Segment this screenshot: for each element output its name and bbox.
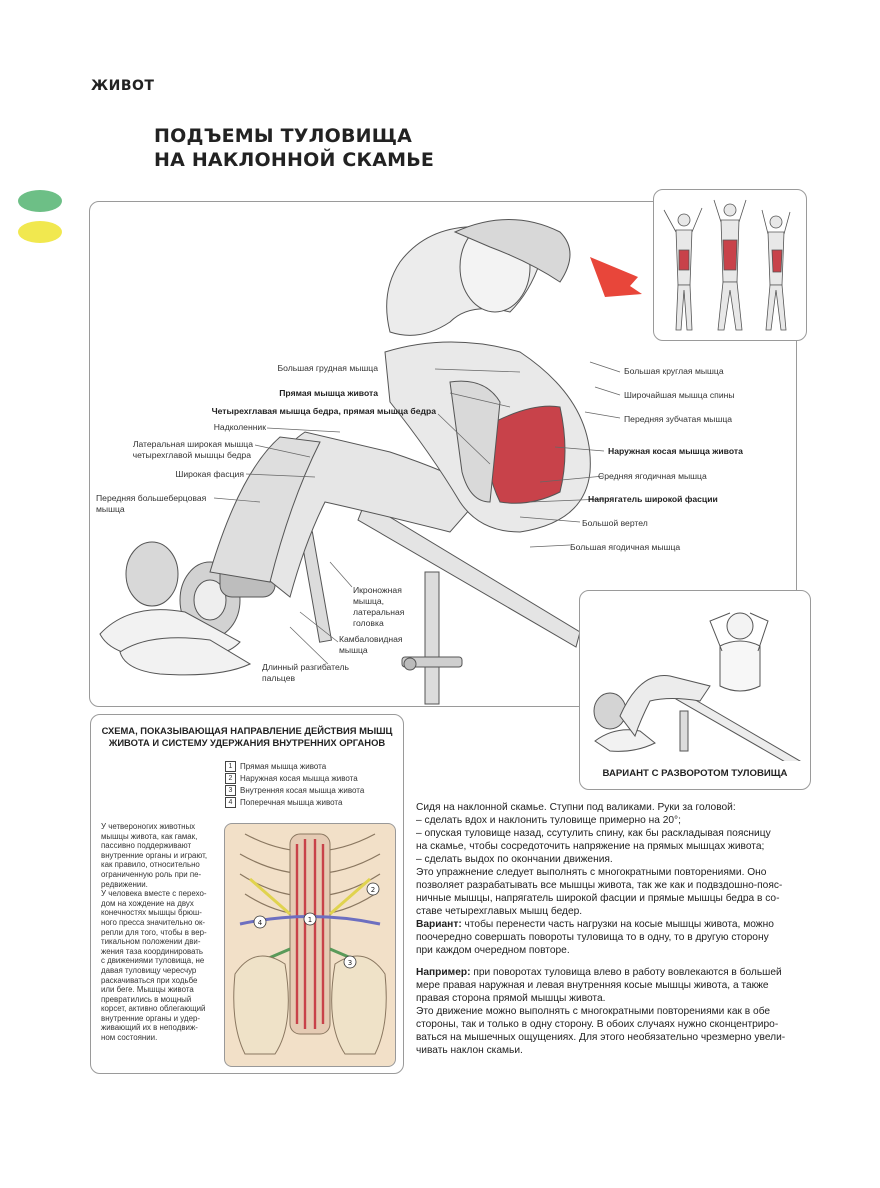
schema-title-line-1: СХЕМА, ПОКАЗЫВАЮЩАЯ НАПРАВЛЕНИЕ ДЕЙСТВИЯ МЫШЦ	[101, 725, 393, 736]
instruction-line: Это упражнение следует выполнять с многократными повторениями. Оно	[416, 867, 767, 878]
label-gastrocnemius-4: головка	[353, 618, 384, 628]
side-text-line: ном состоянии.	[101, 1033, 158, 1043]
variant-label: Вариант:	[416, 919, 462, 930]
legend-text: Наружная косая мышца живота	[240, 773, 358, 783]
instruction-line: позволяет разрабатывать все мышцы живота, так же как и подвздошно-пояс-	[416, 880, 783, 891]
variant-panel	[579, 590, 811, 790]
yellow-dot-icon	[18, 221, 62, 243]
muscle-figures-illustration	[654, 190, 806, 340]
side-text-line: раскачиваться при ходьбе	[101, 975, 198, 985]
side-text-line: ограниченную роль при пе-	[101, 869, 202, 879]
schema-marker-2: 2	[370, 886, 376, 894]
legend-number: 3	[225, 785, 236, 796]
side-text-line: корсет, активно облегающий	[101, 1004, 206, 1014]
label-soleus: Камбаловидная	[339, 634, 403, 644]
side-text-line: ного пресса значительно ок-	[101, 917, 206, 927]
example-line: мере правая наружная и левая внутренняя косые мышцы живота, а также	[416, 980, 769, 991]
incline-bench	[301, 502, 580, 704]
page-title-line-1: ПОДЪЕМЫ ТУЛОВИЩА	[154, 125, 413, 147]
variant-illustration	[580, 591, 810, 761]
green-dot-icon	[18, 190, 62, 212]
side-text-line: дом на хождение на двух	[101, 898, 194, 908]
section-heading: ЖИВОТ	[91, 78, 155, 94]
side-text-line: живающий их в неподвиж-	[101, 1023, 198, 1033]
legend-item	[225, 760, 364, 772]
abdominal-schema-diagram	[224, 823, 396, 1067]
variant-line: чтобы перенести часть нагрузки на косые мышцы живота, можно	[461, 919, 774, 930]
legend-number: 1	[225, 761, 236, 772]
legend-text: Внутренняя косая мышца живота	[240, 785, 365, 795]
side-text-line: превратились в мощный	[101, 994, 192, 1004]
legend-item	[225, 784, 364, 796]
instruction-line: на скамье, чтобы сосредоточить напряжение на прямых мышцах живота;	[416, 841, 765, 852]
variant-paragraph	[416, 918, 816, 931]
schema-side-text	[101, 822, 219, 1043]
label-latissimus-dorsi: Широчайшая мышца спины	[624, 390, 735, 400]
variant-line: поочередно совершать повороты туловища то в одну, то в другую сторону	[416, 932, 769, 943]
schema-title	[91, 725, 403, 749]
label-teres-major: Большая круглая мышца	[624, 366, 724, 376]
label-vastus-lateralis: Латеральная широкая мышца	[132, 439, 253, 449]
head-arms	[387, 220, 570, 336]
label-tensor-fasciae-latae: Напрягатель широкой фасции	[588, 494, 718, 504]
instructions-text	[416, 801, 816, 1057]
side-text-line: с движениями туловища, не	[101, 956, 205, 966]
page-title	[154, 124, 454, 172]
side-text-line: или беге. Мышцы живота	[101, 985, 194, 995]
side-text-line: мышцы живота, как гамак,	[101, 831, 198, 841]
side-text-line: У человека вместе с перехо-	[101, 889, 207, 899]
direction-arrow-icon	[590, 257, 642, 297]
side-text-line: внутренние органы и удер-	[101, 1013, 200, 1023]
label-gluteus-medius: Средняя ягодичная мышца	[598, 471, 707, 481]
label-gastrocnemius-2: мышца,	[353, 596, 385, 606]
side-text-line: пассивно поддерживают	[101, 841, 192, 851]
variant-caption: ВАРИАНТ С РАЗВОРОТОМ ТУЛОВИЩА	[602, 768, 788, 779]
label-gluteus-maximus: Большая ягодичная мышца	[570, 542, 681, 552]
label-extensor-digitorum-2: пальцев	[262, 673, 296, 683]
label-quadriceps: Четырехглавая мышца бедра, прямая мышца бедра	[211, 406, 436, 416]
legend-item	[225, 796, 364, 808]
instruction-line: Сидя на наклонной скамье. Ступни под валиками. Руки за головой:	[416, 802, 736, 813]
example-line: ваться на мышечных ощущениях. Для этого необязательно чрезмерно увели-	[416, 1032, 786, 1043]
side-text-line: тикальном положении дви-	[101, 937, 201, 947]
page-title-line-2: НА НАКЛОННОЙ СКАМЬЕ	[154, 149, 435, 171]
instruction-line: – сделать вдох и наклонить туловище примерно на 20°;	[416, 815, 681, 826]
schema-title-line-2: ЖИВОТА И СИСТЕМУ УДЕРЖАНИЯ ВНУТРЕННИХ ОРГАНОВ	[108, 737, 386, 748]
legend-item	[225, 772, 364, 784]
example-line: при поворотах туловища влево в работу вовлекаются в большей	[470, 967, 782, 978]
legend-text: Поперечная мышца живота	[240, 797, 343, 807]
variant-line: при каждом очередном повторе.	[416, 945, 570, 956]
label-fascia-lata: Широкая фасция	[175, 469, 244, 479]
example-line: чивать наклон скамьи.	[416, 1045, 523, 1056]
schema-panel	[90, 714, 404, 1074]
label-serratus-anterior: Передняя зубчатая мышца	[624, 414, 733, 424]
label-greater-trochanter: Большой вертел	[582, 518, 648, 528]
side-text-line: внутренние органы и играют,	[101, 850, 208, 860]
instruction-line: ставе четырехглавых мышц бедер.	[416, 906, 583, 917]
side-text-line: конечностях мышцы брюш-	[101, 908, 202, 918]
muscle-figures-panel	[653, 189, 807, 341]
label-tibialis-anterior-2: мышца	[96, 504, 125, 514]
side-text-line: У четвероногих животных	[101, 822, 196, 831]
schema-marker-4: 4	[257, 919, 263, 927]
example-line: Это движение можно выполнять с многократными повторениями как в обе	[416, 1006, 771, 1017]
side-text-line: как правило, относительно	[101, 860, 200, 870]
label-soleus-2: мышца	[339, 645, 368, 655]
legend-number: 4	[225, 797, 236, 808]
label-gastrocnemius: Икроножная	[353, 585, 402, 595]
side-text-line: редвижении.	[101, 879, 148, 889]
instruction-line: – опуская туловище назад, ссутулить спину, как бы раскладывая поясницу	[416, 828, 771, 839]
schema-marker-1: 1	[307, 916, 313, 924]
legend-text: Прямая мышца живота	[240, 761, 327, 771]
label-gastrocnemius-3: латеральная	[353, 607, 405, 617]
schema-marker-3: 3	[347, 959, 353, 967]
label-tibialis-anterior: Передняя большеберцовая	[96, 493, 207, 503]
instruction-line: ничные мышцы, напрягатель широкой фасции и прямые мышцы бедра в со-	[416, 893, 780, 904]
instruction-line: – сделать выдох по окончании движения.	[416, 854, 613, 865]
label-external-oblique: Наружная косая мышца живота	[608, 446, 743, 456]
side-text-line: давая туловищу чересчур	[101, 965, 197, 975]
legend-number: 2	[225, 773, 236, 784]
side-text-line: жения таза координировать	[101, 946, 204, 956]
example-paragraph	[416, 966, 816, 979]
label-pectoralis-major: Большая грудная мышца	[277, 363, 378, 373]
example-line: стороны, так и только в одну сторону. В обоих случаях нужно сконцентриро-	[416, 1019, 779, 1030]
schema-legend	[225, 760, 364, 808]
side-text-line: репли для того, чтобы в вер-	[101, 927, 207, 937]
example-label: Например:	[416, 967, 471, 978]
label-patella: Надколенник	[213, 422, 266, 432]
label-extensor-digitorum: Длинный разгибатель	[262, 662, 349, 672]
abdominal-schema-illustration	[225, 824, 395, 1066]
example-line: правая сторона прямой мышцы живота.	[416, 993, 606, 1004]
label-vastus-lateralis-2: четырехглавой мышцы бедра	[132, 450, 251, 460]
label-rectus-abdominis: Прямая мышца живота	[279, 388, 378, 398]
